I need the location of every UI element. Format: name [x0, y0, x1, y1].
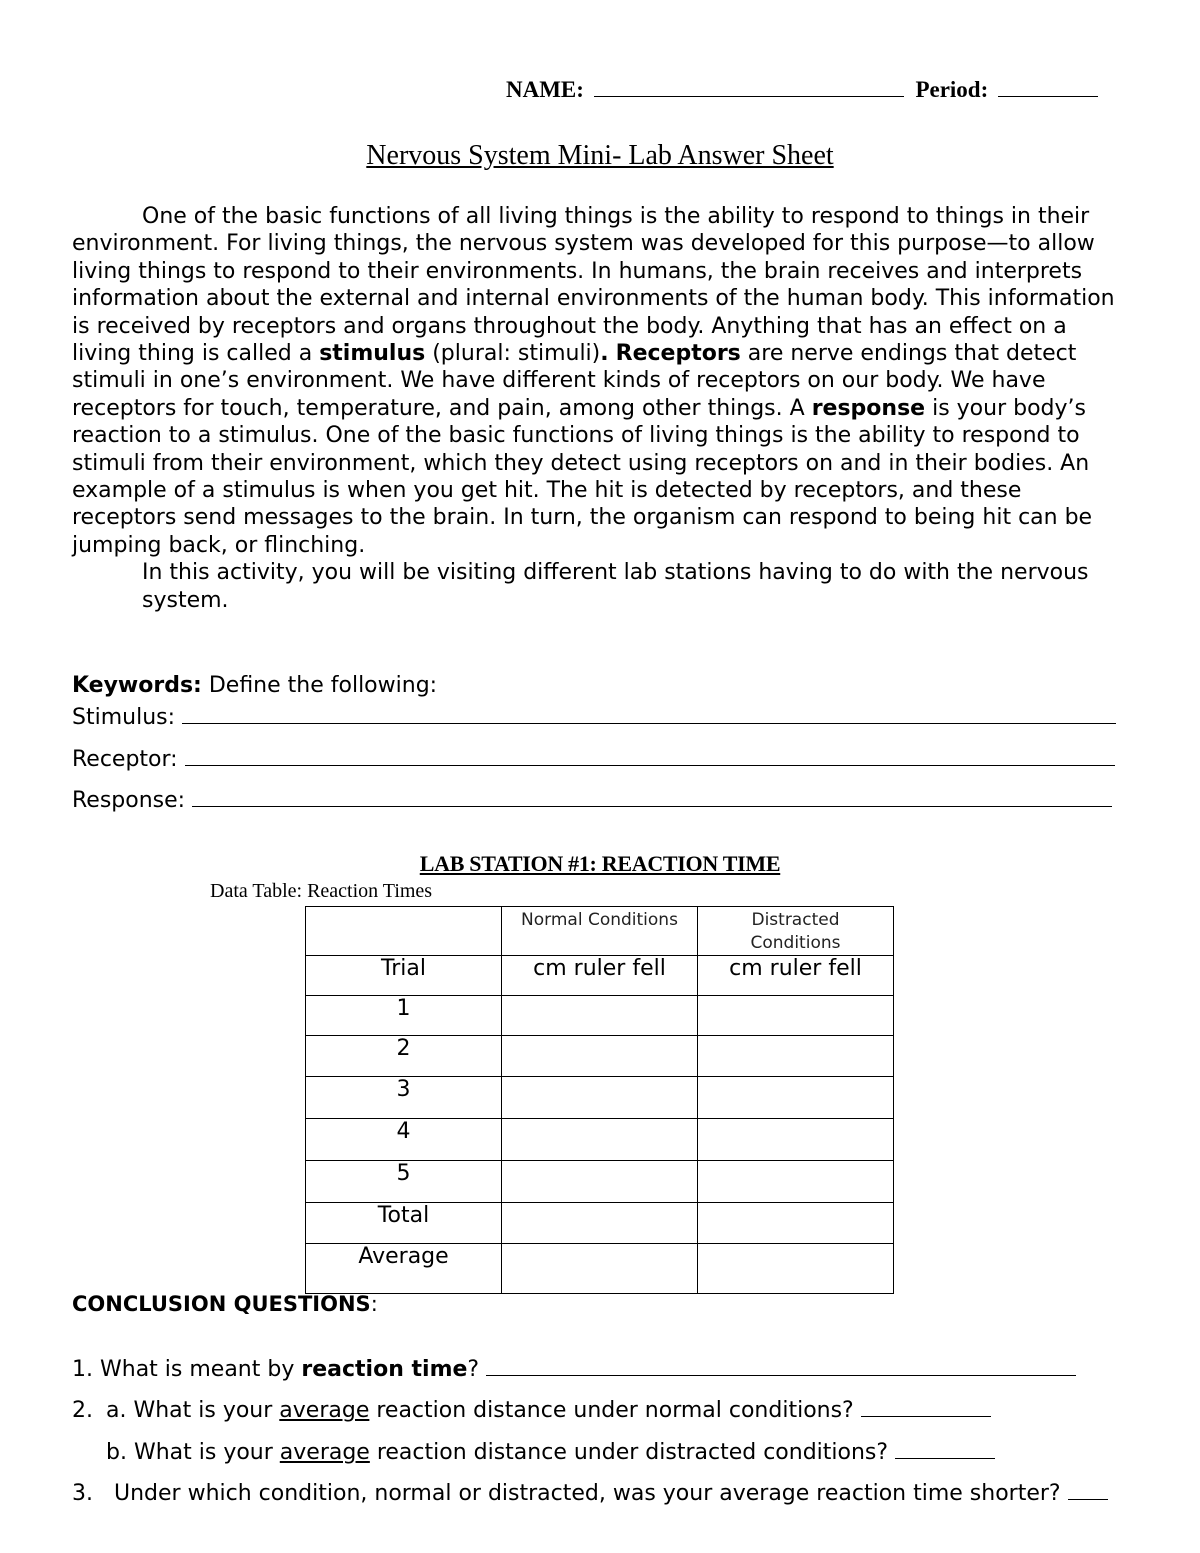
keywords-instruction: Define the following: [201, 673, 438, 698]
intro-text-a: One of the basic functions of all living things is the ability to respond to things in their environment. For living things, the nervous system was developed for this purpose—to allow living things to respond to their environments. In humans, the brain receives and interprets information about the external and internal environments of the human body. This information is received by receptors and organs throughout the body. Anything that has an effect on a living thing is called a [72, 204, 1115, 367]
name-field[interactable] [594, 72, 904, 97]
keyword-answer-field[interactable] [182, 700, 1116, 724]
term-receptors: Receptors [615, 341, 741, 367]
distracted-value-cell[interactable] [698, 1077, 894, 1119]
keyword-stimulus [72, 700, 1116, 730]
table-header-row [306, 907, 894, 956]
keyword-response [72, 783, 1112, 813]
question-text: reaction distance under normal conditions? [369, 1398, 854, 1424]
intro-text-d: is your body’s reaction to a stimulus. One of the basic functions of living things is the ability to respond to stimuli from their environment, which they detect using receptors on and in their bodies. An example of a stimulus is when you get hit. The hit is detected by receptors, and these receptors send messages to the brain. In turn, the organism can respond to being hit can be jumping back, or flinching. [72, 395, 1093, 558]
conclusion-heading-text: CONCLUSION QUESTIONS [72, 1292, 371, 1316]
table-row [306, 1077, 894, 1119]
question-text: b. What is your [106, 1440, 280, 1466]
term-average: average [279, 1398, 370, 1424]
normal-average-cell[interactable] [502, 1244, 698, 1294]
keyword-label: Response: [72, 788, 186, 814]
keyword-label: Receptor: [72, 747, 178, 773]
header [506, 72, 1098, 103]
normal-value-cell[interactable] [502, 1036, 698, 1077]
table-row [306, 1161, 894, 1203]
question-text: a. What is your [106, 1398, 280, 1424]
col-header-distracted-label: Distracted Conditions [750, 910, 841, 953]
reaction-time-table [305, 906, 894, 1294]
answer-field[interactable] [895, 1435, 995, 1459]
trial-label: 5 [306, 1161, 502, 1203]
intro-text-c: are nerve endings that detect stimuli in one’s environment. We have different kinds of receptors on our body. We have receptors for touch, temperature, and pain, among other things. A [72, 341, 1077, 421]
term-average: average [279, 1440, 370, 1466]
col-header-distracted [698, 907, 894, 956]
station-title: LAB STATION #1: REACTION TIME [419, 851, 781, 876]
intro-text-b: (plural: stimuli) [425, 341, 601, 367]
table-row [306, 1036, 894, 1077]
question-text: reaction distance under distracted conditions? [369, 1440, 889, 1466]
keyword-answer-field[interactable] [192, 783, 1112, 807]
question-mark: ? [467, 1357, 480, 1383]
question-1 [72, 1352, 1076, 1382]
keyword-answer-field[interactable] [185, 742, 1115, 766]
question-number: 3. [72, 1481, 93, 1507]
page-title: Nervous System Mini- Lab Answer Sheet [366, 140, 834, 171]
trial-header: Trial [306, 956, 502, 996]
total-label: Total [306, 1203, 502, 1244]
col-header-normal: Normal Conditions [502, 907, 698, 956]
intro-text [72, 203, 1132, 614]
distracted-value-cell[interactable] [698, 1161, 894, 1203]
answer-field[interactable] [486, 1352, 1076, 1376]
table-row [306, 1244, 894, 1294]
normal-value-cell[interactable] [502, 1119, 698, 1161]
trial-label: 1 [306, 996, 502, 1036]
table-caption: Data Table: Reaction Times [210, 880, 433, 902]
name-label: NAME: [506, 77, 584, 103]
table-row [306, 1119, 894, 1161]
period-field[interactable] [998, 72, 1098, 97]
distracted-average-cell[interactable] [698, 1244, 894, 1294]
distracted-value-cell[interactable] [698, 996, 894, 1036]
keyword-receptor [72, 742, 1115, 772]
intro-paragraph-1 [72, 203, 1132, 559]
distracted-value-cell[interactable] [698, 1036, 894, 1077]
intro-period: . [600, 341, 609, 367]
normal-value-cell[interactable] [502, 996, 698, 1036]
trial-label: 2 [306, 1036, 502, 1077]
distracted-value-cell[interactable] [698, 1119, 894, 1161]
question-text: What is meant by [100, 1357, 302, 1383]
term-stimulus: stimulus [319, 341, 426, 367]
conclusion-colon: : [370, 1292, 378, 1316]
table-row [306, 1203, 894, 1244]
average-label: Average [306, 1244, 502, 1294]
intro-paragraph-2: In this activity, you will be visiting different lab stations having to do with the nervous system. [142, 560, 1089, 613]
question-2a [72, 1393, 991, 1423]
unit-distracted: cm ruler fell [698, 956, 894, 996]
keyword-label: Stimulus: [72, 705, 176, 731]
question-number: 1. [72, 1357, 93, 1383]
question-number: 2. [72, 1398, 93, 1424]
conclusion-heading [72, 1292, 378, 1316]
term-reaction-time: reaction time [301, 1357, 468, 1383]
answer-field[interactable] [1068, 1476, 1108, 1500]
normal-value-cell[interactable] [502, 1161, 698, 1203]
question-3 [72, 1476, 1108, 1506]
table-row [306, 996, 894, 1036]
normal-value-cell[interactable] [502, 1077, 698, 1119]
unit-normal: cm ruler fell [502, 956, 698, 996]
question-text: Under which condition, normal or distracted, was your average reaction time shorter? [114, 1481, 1061, 1507]
keywords-label: Keywords: [72, 673, 202, 698]
term-response: response [811, 395, 926, 421]
question-2b [106, 1435, 995, 1465]
distracted-total-cell[interactable] [698, 1203, 894, 1244]
trial-label: 3 [306, 1077, 502, 1119]
period-label: Period: [915, 77, 989, 103]
table-unit-row [306, 956, 894, 996]
trial-label: 4 [306, 1119, 502, 1161]
keywords-heading [72, 672, 437, 699]
table-corner-cell [306, 907, 502, 956]
normal-total-cell[interactable] [502, 1203, 698, 1244]
answer-field[interactable] [861, 1393, 991, 1417]
